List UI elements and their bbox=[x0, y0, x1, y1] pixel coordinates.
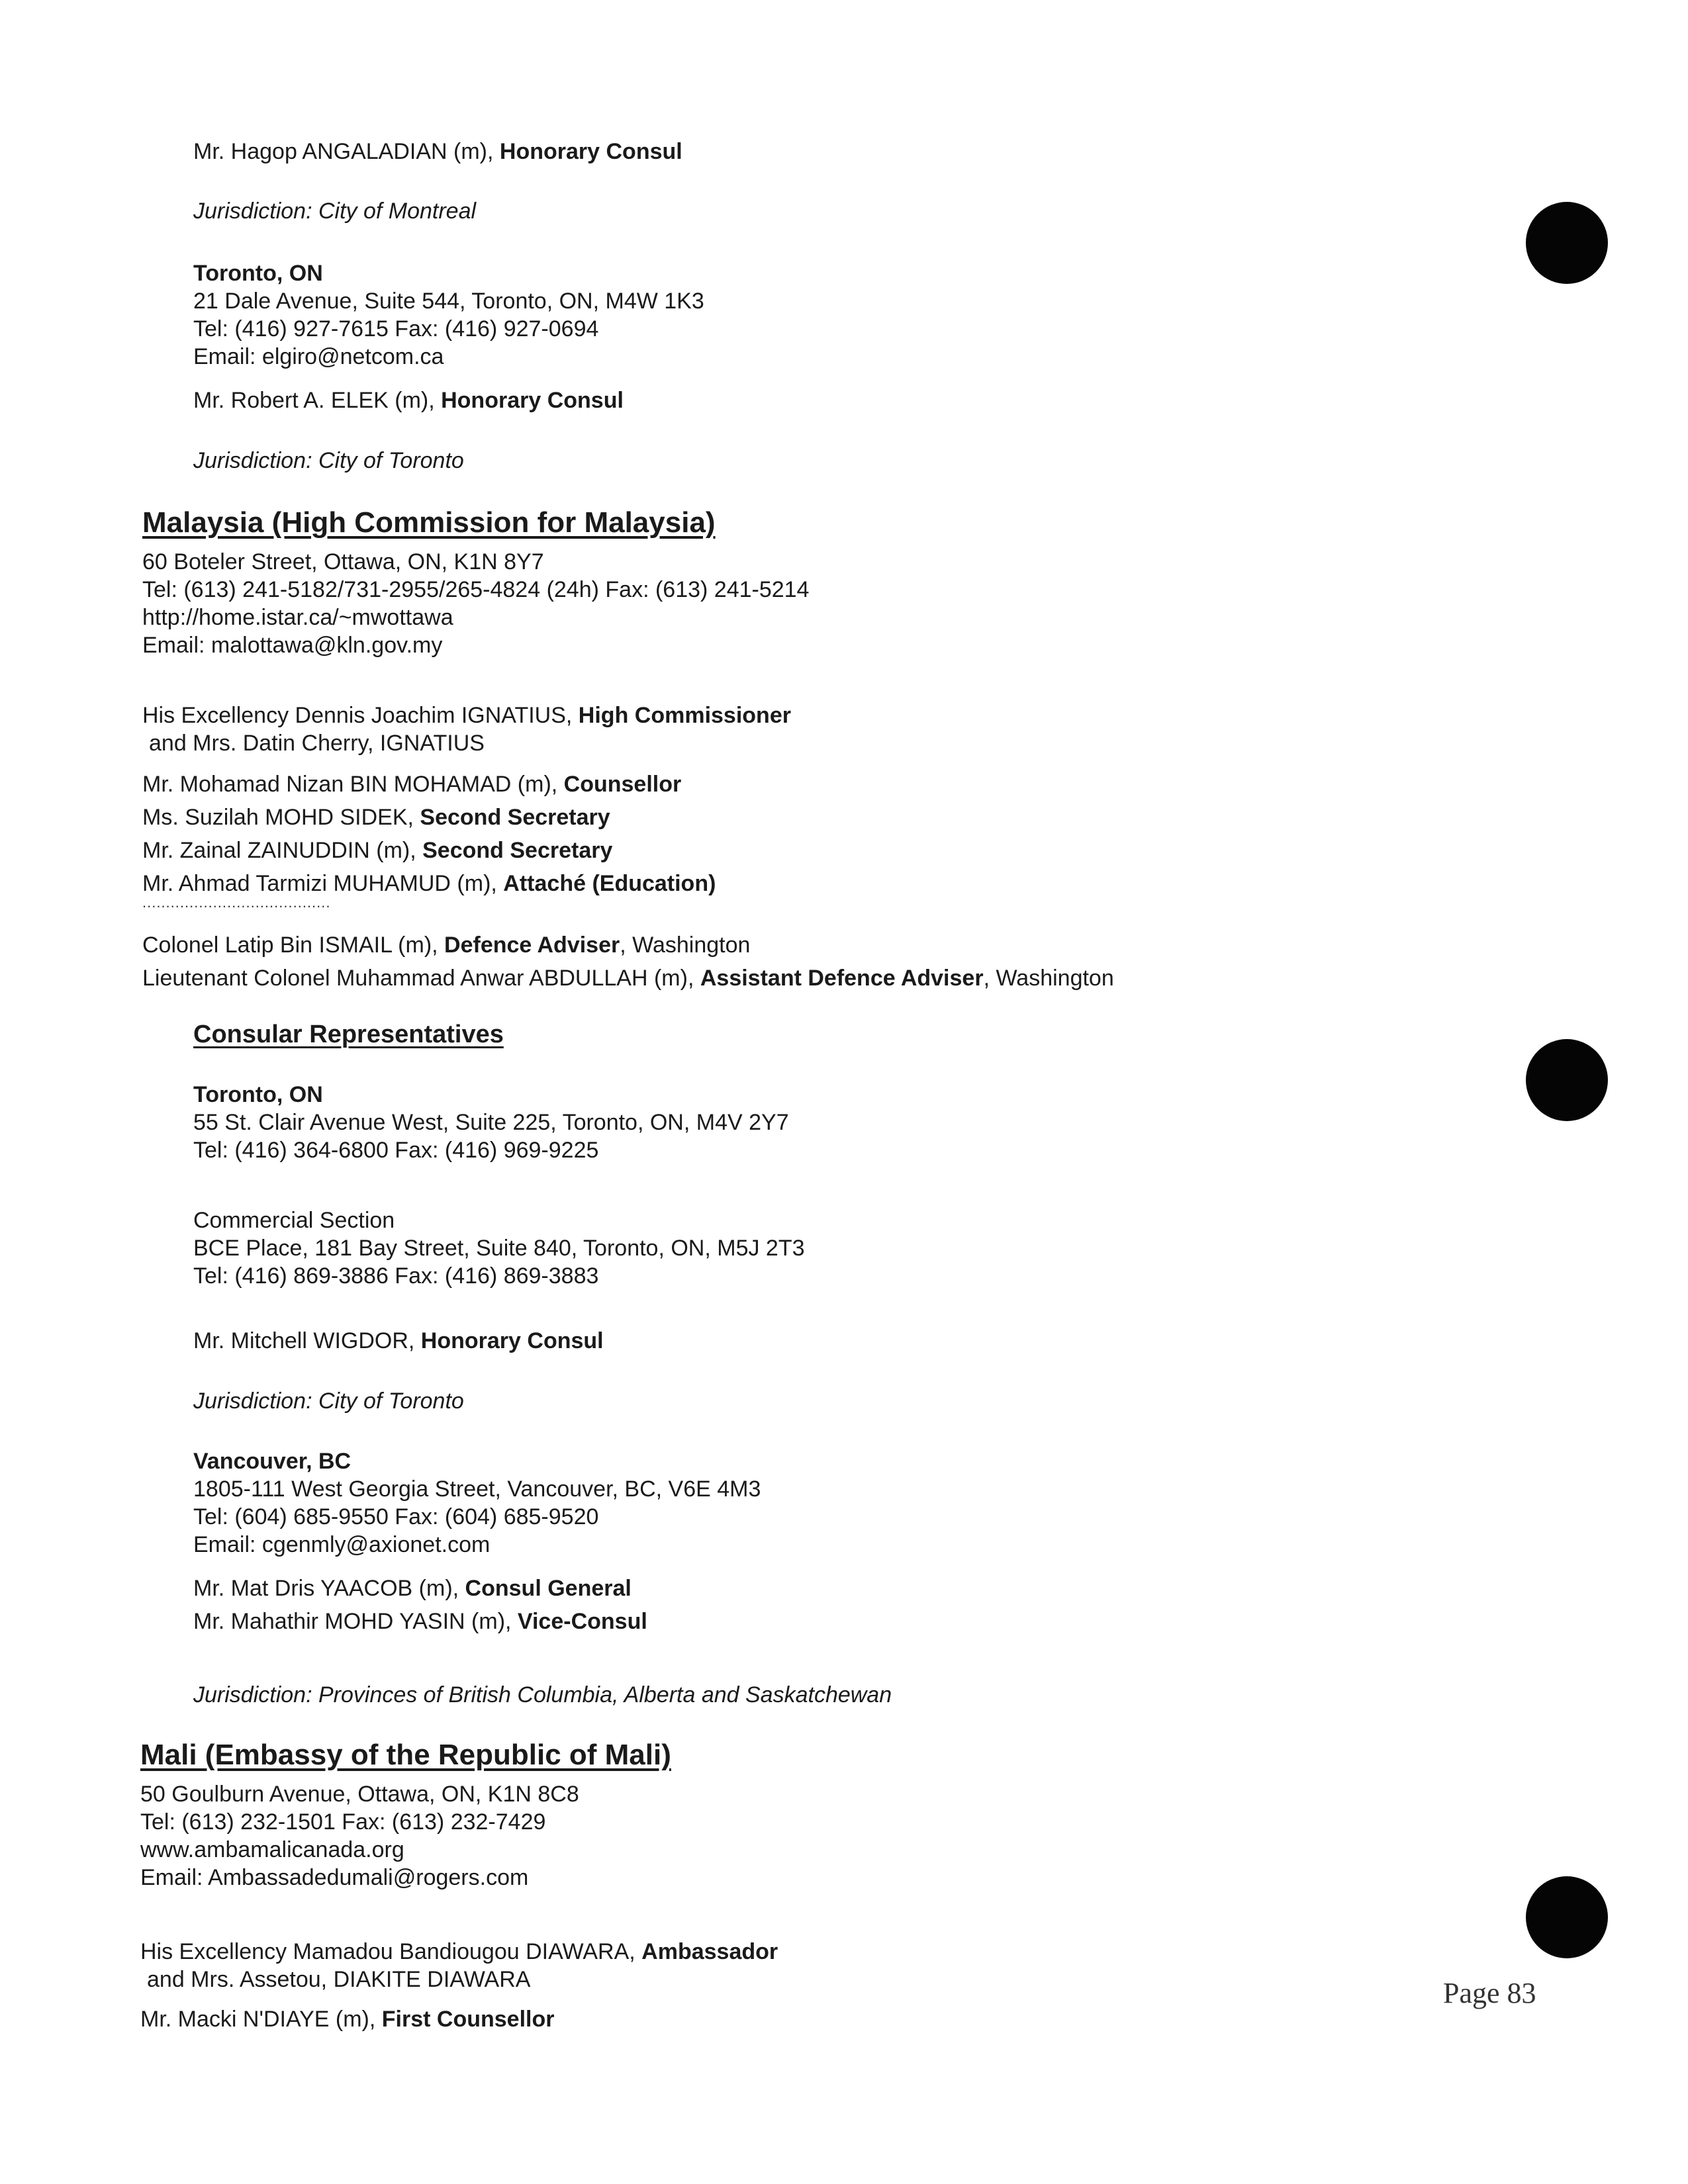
toronto-consul: Mr. Mitchell WIGDOR, Honorary Consul bbox=[193, 1328, 604, 1353]
phone-fax: Tel: (416) 364-6800 Fax: (416) 969-9225 bbox=[193, 1138, 599, 1163]
phone-fax: Tel: (613) 241-5182/731-2955/265-4824 (24h) Fax: (613) 241-5214 bbox=[142, 577, 810, 603]
staff-entry: Mr. Mohamad Nizan BIN MOHAMAD (m), Counsellor bbox=[142, 772, 682, 797]
city-heading: Toronto, ON bbox=[193, 261, 323, 286]
montreal-jurisdiction: Jurisdiction: City of Montreal bbox=[193, 199, 477, 224]
website: www.ambamalicanada.org bbox=[140, 1837, 404, 1863]
malaysia-toronto-block bbox=[193, 1081, 789, 1164]
address: 1805-111 West Georgia Street, Vancouver, BC, V6E 4M3 bbox=[193, 1477, 761, 1502]
email: Email: cgenmly@axionet.com bbox=[193, 1532, 491, 1558]
staff-entry: Mr. Mahathir MOHD YASIN (m), Vice-Consul bbox=[193, 1609, 647, 1634]
malaysia-head-of-mission: His Excellency Dennis Joachim IGNATIUS, High Commissioner and Mrs. Datin Cherry, IGNATIUS bbox=[142, 702, 791, 757]
phone-fax: Tel: (604) 685-9550 Fax: (604) 685-9520 bbox=[193, 1504, 599, 1530]
address: 21 Dale Avenue, Suite 544, Toronto, ON, M4W 1K3 bbox=[193, 289, 704, 314]
address: 50 Goulburn Avenue, Ottawa, ON, K1N 8C8 bbox=[140, 1782, 579, 1807]
staff-entry: Lieutenant Colonel Muhammad Anwar ABDULLAH (m), Assistant Defence Adviser, Washington bbox=[142, 966, 1114, 991]
email: Email: malottawa@kln.gov.my bbox=[142, 633, 443, 659]
commercial-section bbox=[193, 1206, 805, 1290]
vancouver-block bbox=[193, 1447, 761, 1559]
dotted-separator: ........................................ bbox=[142, 894, 331, 911]
city-heading: Vancouver, BC bbox=[193, 1449, 352, 1474]
spouse: and Mrs. Datin Cherry, IGNATIUS bbox=[149, 731, 485, 756]
phone-fax: Tel: (613) 232-1501 Fax: (613) 232-7429 bbox=[140, 1809, 546, 1835]
staff-entry: Mr. Mat Dris YAACOB (m), Consul General bbox=[193, 1576, 632, 1601]
consular-heading: Consular Representatives bbox=[193, 1021, 504, 1048]
phone-fax: Tel: (416) 869-3886 Fax: (416) 869-3883 bbox=[193, 1263, 599, 1289]
page-number: Page 83 bbox=[1443, 1977, 1536, 2009]
section-label: Commercial Section bbox=[193, 1208, 395, 1233]
toronto-prev-consul: Mr. Robert A. ELEK (m), Honorary Consul bbox=[193, 388, 624, 413]
malaysia-contact bbox=[142, 548, 809, 660]
punch-hole-middle bbox=[1526, 1039, 1608, 1121]
address: BCE Place, 181 Bay Street, Suite 840, Toronto, ON, M5J 2T3 bbox=[193, 1236, 805, 1261]
staff-entry: Colonel Latip Bin ISMAIL (m), Defence Adviser, Washington bbox=[142, 933, 751, 958]
city-heading: Toronto, ON bbox=[193, 1082, 323, 1107]
mali-staff-entry: Mr. Macki N'DIAYE (m), First Counsellor bbox=[140, 2007, 555, 2032]
staff-entry: Mr. Ahmad Tarmizi MUHAMUD (m), Attaché (Education) bbox=[142, 871, 716, 896]
punch-hole-top bbox=[1526, 202, 1608, 284]
malaysia-heading: Malaysia (High Commission for Malaysia) bbox=[142, 506, 716, 539]
toronto-prev-block bbox=[193, 259, 704, 371]
spouse: and Mrs. Assetou, DIAKITE DIAWARA bbox=[147, 1967, 531, 1993]
toronto-jurisdiction: Jurisdiction: City of Toronto bbox=[193, 1388, 464, 1414]
vancouver-jurisdiction: Jurisdiction: Provinces of British Columbia, Alberta and Saskatchewan bbox=[193, 1682, 892, 1707]
website: http://home.istar.ca/~mwottawa bbox=[142, 605, 453, 631]
email: Email: elgiro@netcom.ca bbox=[193, 344, 444, 370]
punch-hole-bottom bbox=[1526, 1876, 1608, 1958]
address: 55 St. Clair Avenue West, Suite 225, Toronto, ON, M4V 2Y7 bbox=[193, 1110, 789, 1136]
mali-heading: Mali (Embassy of the Republic of Mali) bbox=[140, 1739, 671, 1771]
mali-contact bbox=[140, 1780, 579, 1892]
malaysia-staff-list bbox=[142, 768, 716, 900]
montreal-consul: Mr. Hagop ANGALADIAN (m), Honorary Consul bbox=[193, 139, 682, 164]
vancouver-staff-list bbox=[193, 1572, 647, 1638]
staff-entry: Mr. Zainal ZAINUDDIN (m), Second Secretary bbox=[142, 838, 613, 863]
address: 60 Boteler Street, Ottawa, ON, K1N 8Y7 bbox=[142, 549, 544, 574]
phone-fax: Tel: (416) 927-7615 Fax: (416) 927-0694 bbox=[193, 316, 599, 342]
staff-entry: Ms. Suzilah MOHD SIDEK, Second Secretary bbox=[142, 805, 610, 830]
email: Email: Ambassadedumali@rogers.com bbox=[140, 1865, 529, 1891]
toronto-prev-jurisdiction: Jurisdiction: City of Toronto bbox=[193, 448, 464, 473]
malaysia-defence-list bbox=[142, 929, 1114, 995]
mali-head-of-mission: His Excellency Mamadou Bandiougou DIAWARA, Ambassador and Mrs. Assetou, DIAKITE DIAWARA bbox=[140, 1938, 778, 1993]
